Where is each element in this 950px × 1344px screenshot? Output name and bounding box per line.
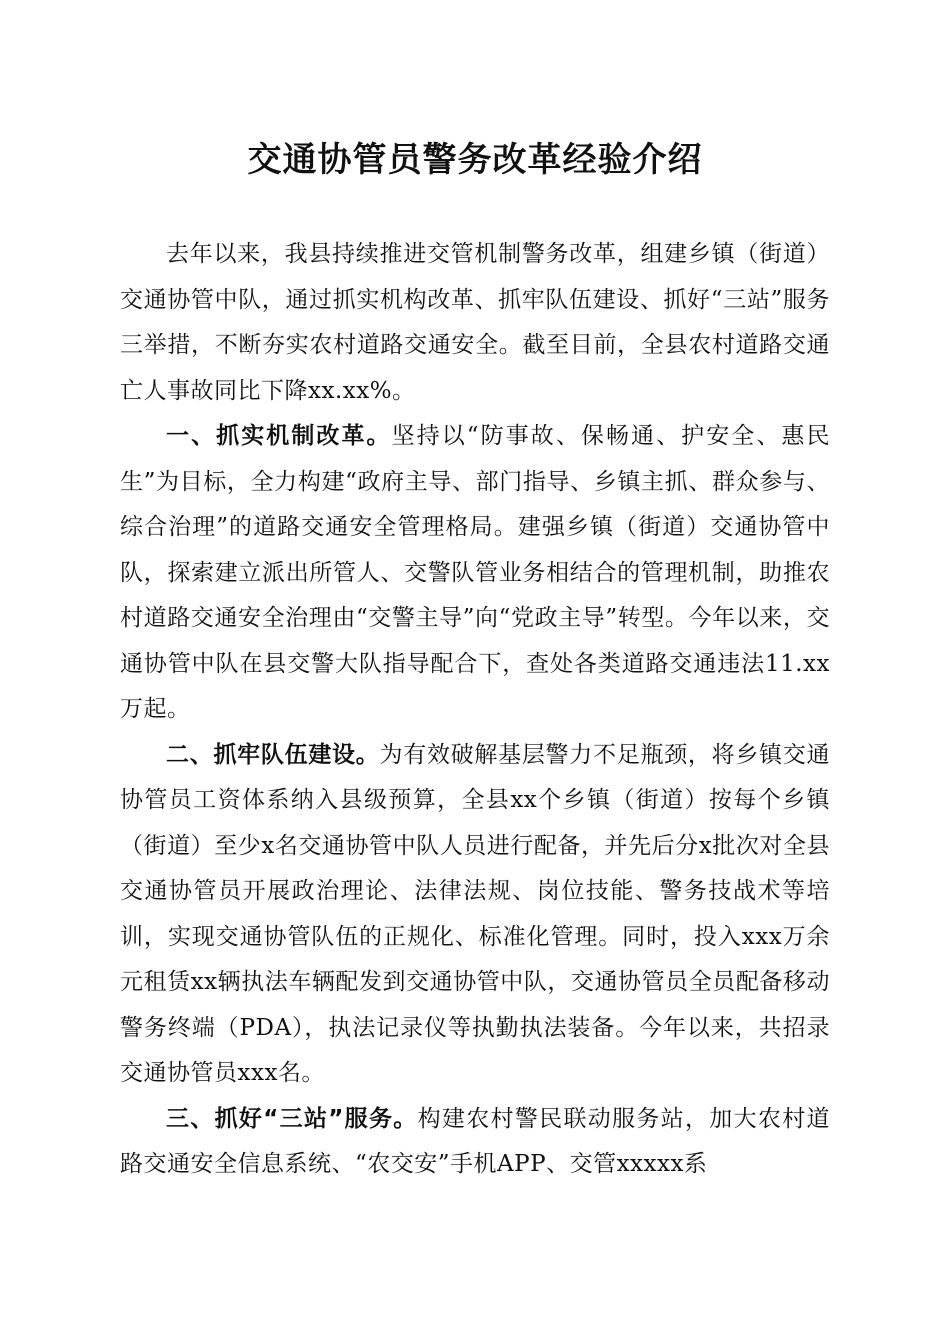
paragraph-section-1	[120, 414, 830, 733]
paragraph-text: 去年以来，我县持续推进交管机制警务改革，组建乡镇（街道）交通协管中队，通过抓实机构改革、抓牢队伍建设、抓好“三站”服务三举措，不断夯实农村道路交通安全。截至目前，全县农村道路交通亡人事故同比下降xx.xx%。	[120, 241, 830, 404]
paragraph-intro	[120, 232, 830, 414]
paragraph-section-3	[120, 1097, 830, 1188]
paragraph-text: 为有效破解基层警力不足瓶颈，将乡镇交通协管员工资体系纳入县级预算，全县xx个乡镇（街道）按每个乡镇（街道）至少x名交通协管中队人员进行配备，并先后分x批次对全县交通协管员开展政治理论、法律法规、岗位技能、警务技战术等培训，实现交通协管队伍的正规化、标准化管理。同时，投入xxx万余元租赁xx辆执法车辆配发到交通协管中队，交通协管员全员配备移动警务终端（PDA），执法记录仪等执勤执法装备。今年以来，共招录交通协管员xxx名。	[120, 741, 831, 1086]
section-heading: 三、抓好“三站”服务。	[166, 1105, 418, 1132]
paragraph-text: 构建农村警民联动服务站，加大农村道路交通安全信息系统、“农交安”手机APP、交管xxxxx系	[120, 1105, 831, 1177]
document-body	[120, 232, 830, 1188]
document-title: 交通协管员警务改革经验介绍	[247, 140, 703, 180]
section-heading: 一、抓实机制改革。	[166, 423, 392, 449]
paragraph-text: 坚持以“防事故、保畅通、护安全、惠民生”为目标，全力构建“政府主导、部门指导、乡镇主抓、群众参与、综合治理”的道路交通安全管理格局。建强乡镇（街道）交通协管中队，探索建立派出所管人、交警队管业务相结合的管理机制，助推农村道路交通安全治理由“交警主导”向“党政主导”转型。今年以来，交通协管中队在县交警大队指导配合下，查处各类道路交通违法11.xx万起。	[120, 423, 831, 722]
section-heading: 二、抓牢队伍建设。	[166, 741, 380, 768]
paragraph-section-2	[120, 733, 830, 1097]
